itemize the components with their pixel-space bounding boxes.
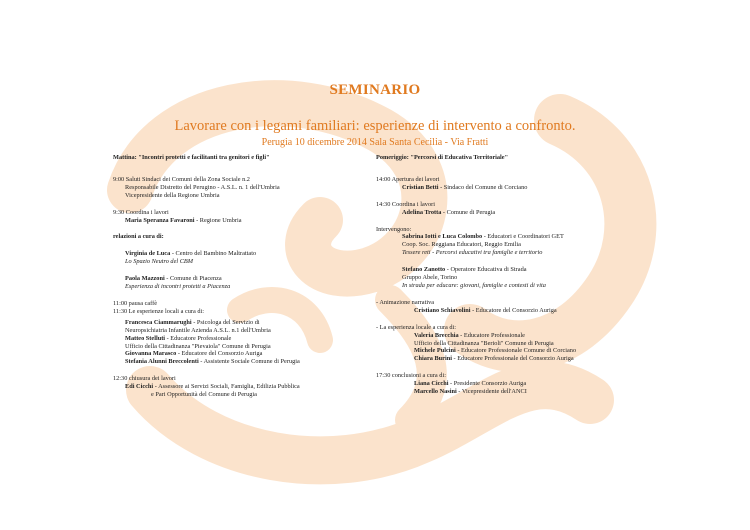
talk-title: Esperienza di incontri protetti a Piacenza bbox=[125, 283, 231, 291]
entry-line: - La esperienza locale a cura di: bbox=[376, 323, 457, 331]
speaker-role: - Comune di Perugia bbox=[441, 208, 496, 216]
entry-line: Neuropsichiatria Infantile Azienda A.S.L. n.1 dell'Umbria bbox=[125, 326, 271, 334]
entry-line bbox=[376, 355, 636, 363]
seminar-subtitle: Lavorare con i legami familiari: esperienze di intervento a confronto. bbox=[174, 118, 576, 134]
entry-line bbox=[113, 217, 358, 225]
morning-entry-closing bbox=[113, 375, 358, 399]
afternoon-column bbox=[376, 154, 636, 405]
speaker-role: - Presidente Consorzio Auriga bbox=[448, 380, 527, 388]
speaker-role: - Educatori e Coordinatori GET bbox=[482, 233, 564, 241]
entry-line bbox=[376, 332, 636, 340]
entry-line: Responsabile Distretto del Perugino - A.S.L. n. 1 dell'Umbria bbox=[125, 183, 280, 191]
morning-entry-talks-intro bbox=[113, 233, 358, 241]
speaker-name: Adelina Trotta bbox=[402, 208, 442, 216]
speaker-name: Virginia de Luca bbox=[125, 250, 171, 258]
entry-line bbox=[113, 383, 358, 391]
entry-line bbox=[113, 319, 358, 327]
speaker-role: - Operatore Educativa di Strada bbox=[445, 266, 527, 274]
speaker-name: Chiara Burini bbox=[414, 355, 452, 363]
entry-line: Ufficio della Cittadinanza "Berioli" Comune di Perugia bbox=[414, 339, 554, 347]
afternoon-entry-coordination bbox=[376, 201, 636, 217]
entry-line bbox=[376, 307, 636, 315]
speaker-name: Cristian Betti bbox=[402, 183, 439, 191]
date-location: Perugia 10 dicembre 2014 Sala Santa Cecilia - Via Fratti bbox=[261, 137, 489, 148]
speaker-role: - Educatore Professionale Comune di Corciano bbox=[455, 347, 577, 355]
morning-entry-talk-1 bbox=[113, 250, 358, 266]
page-title: SEMINARIO bbox=[329, 82, 421, 98]
speaker-role: - Educatore Professionale del Consorzio Auriga bbox=[451, 355, 574, 363]
afternoon-entry-local-experience bbox=[376, 324, 636, 364]
speaker-name: Sabrina Iotti e Luca Colombo bbox=[402, 233, 483, 241]
afternoon-entry-opening bbox=[376, 176, 636, 192]
entry-line bbox=[113, 335, 358, 343]
speaker-role: - Educatore del Consorzio Auriga bbox=[470, 306, 557, 314]
entry-line: e Pari Opportunità del Comune di Perugia bbox=[151, 391, 257, 399]
entry-line bbox=[376, 233, 636, 241]
entry-line: 11:00 pausa caffè bbox=[113, 299, 158, 307]
speaker-name: Liana Cicchi bbox=[414, 380, 449, 388]
speaker-name: Paola Mazzoni bbox=[125, 275, 165, 283]
speaker-role: - Regione Umbria bbox=[194, 216, 242, 224]
afternoon-entry-narrative bbox=[376, 299, 636, 315]
afternoon-entry-conclusions bbox=[376, 372, 636, 396]
speaker-name: Stefano Zanotto bbox=[402, 266, 446, 274]
speaker-name: Edi Cicchi bbox=[125, 383, 154, 391]
speaker-name: Giovanna Marasco bbox=[125, 350, 177, 358]
entry-line bbox=[376, 388, 636, 396]
talk-title: In strada per educare: giovani, famiglie e contesti di vita bbox=[402, 281, 546, 289]
morning-heading: Mattina: "Incontri protetti e facilitanti tra genitori e figli" bbox=[113, 154, 270, 161]
speaker-role: - Centro del Bambino Maltrattato bbox=[170, 250, 257, 258]
speaker-role: - Educatore Professionale bbox=[458, 331, 525, 339]
morning-entry-greetings bbox=[113, 176, 358, 200]
entry-line: 11:30 Le esperienze locali a cura di: bbox=[113, 307, 205, 315]
speaker-name: Michele Pulcini bbox=[414, 347, 456, 355]
morning-entry-local-experiences bbox=[113, 319, 358, 366]
speaker-name: Marcello Nasini bbox=[414, 388, 457, 396]
speaker-name: Francesca Ciammarughi bbox=[125, 318, 192, 326]
entry-line: Gruppo Abele, Torino bbox=[402, 274, 458, 282]
speaker-role: - Psicologa del Servizio di bbox=[191, 318, 260, 326]
entry-line: Vicepresidente della Regione Umbria bbox=[125, 191, 220, 199]
afternoon-entry-speakers-2 bbox=[376, 266, 636, 290]
entry-line: 9:30 Coordina i lavori bbox=[113, 208, 169, 216]
speaker-name: Valeria Brecchia bbox=[414, 331, 459, 339]
speaker-role: - Sindaco del Comune di Corciano bbox=[438, 183, 528, 191]
entry-line: Intervengono: bbox=[376, 225, 412, 233]
entry-line: 12:30 chiusura dei lavori bbox=[113, 375, 176, 383]
speaker-name: Matteo Stelluti bbox=[125, 334, 166, 342]
entry-line: relazioni a cura di: bbox=[113, 233, 164, 241]
talk-title: Lo Spazio Neutro del CBM bbox=[125, 258, 193, 266]
entry-line bbox=[113, 275, 358, 283]
speaker-name: Stefania Alunni Breccolenti bbox=[125, 358, 199, 366]
entry-line: 9:00 Saluti Sindaci dei Comuni della Zona Sociale n.2 bbox=[113, 175, 250, 183]
speaker-role: - Comune di Piacenza bbox=[164, 275, 222, 283]
speaker-role: - Vicepresidente dell'ANCI bbox=[456, 388, 527, 396]
speaker-role: - Educatore Professionale bbox=[165, 334, 232, 342]
entry-line bbox=[376, 209, 636, 217]
entry-line bbox=[376, 380, 636, 388]
speaker-name: Cristiano Schiavolini bbox=[414, 306, 471, 314]
entry-line bbox=[376, 184, 636, 192]
entry-line bbox=[113, 350, 358, 358]
entry-line bbox=[376, 266, 636, 274]
entry-line: - Animazione narrativa bbox=[376, 298, 435, 306]
morning-column bbox=[113, 154, 358, 408]
afternoon-entry-speakers-1 bbox=[376, 226, 636, 258]
entry-line: 17:30 conclusioni a cura di: bbox=[376, 372, 446, 380]
entry-line bbox=[113, 250, 358, 258]
entry-line: 14:30 Coordina i lavori bbox=[376, 200, 435, 208]
entry-line: Ufficio della Cittadinanza "Pievaiola" Comune di Perugia bbox=[125, 342, 271, 350]
speaker-role: - Assistente Sociale Comune di Perugia bbox=[198, 358, 300, 366]
morning-entry-coordination bbox=[113, 209, 358, 225]
speaker-name: Maria Speranza Favaroni bbox=[125, 216, 195, 224]
entry-line bbox=[376, 347, 636, 355]
entry-line: Coop. Soc. Reggiana Educatori, Reggio Emilia bbox=[402, 241, 521, 249]
entry-line: 14:00 Apertura dei lavori bbox=[376, 175, 440, 183]
morning-entry-break bbox=[113, 300, 358, 316]
talk-title: Tessere reti - Percorsi educativi tra famiglie e territorio bbox=[402, 249, 543, 257]
morning-entry-talk-2 bbox=[113, 275, 358, 291]
afternoon-heading: Pomeriggio: "Percorsi di Educativa Territoriale" bbox=[376, 154, 509, 161]
entry-line bbox=[113, 358, 358, 366]
speaker-role: - Educatore del Consorzio Auriga bbox=[176, 350, 263, 358]
speaker-role: - Assessore ai Servizi Sociali, Famiglia, Edilizia Pubblica bbox=[153, 383, 300, 391]
